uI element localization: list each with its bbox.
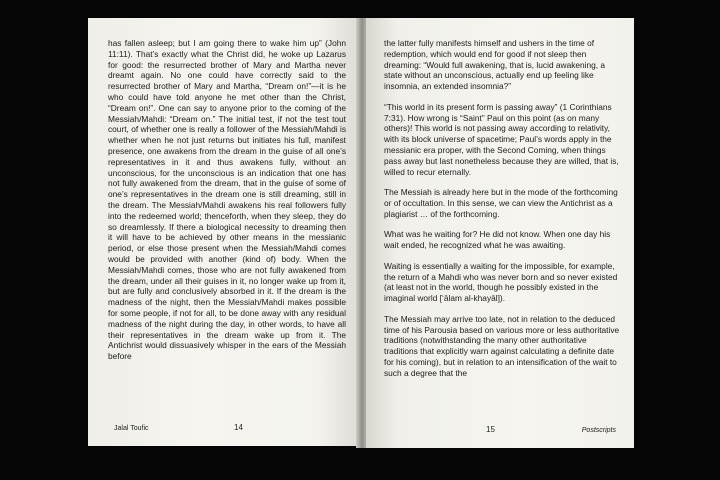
left-page-body: has fallen asleep; but I am going there to wake him up” (John 11:11). That’s exactly what the Christ did, he woke up Lazarus for good: the resurrected brother of Mary and Martha never dreamt again. No one could have correctly said to the resurrected brother of Mary and Martha, “Dream on!”—it is he who could have told anyone he met other than the Christ, “Dream on!”. One can say to anyone prior to the coming of the Messiah/Mahdi: “Dream on.” The initial test, if not the test tout court, of whether one is really a follower of the Messiah/Mahdi is whether when he not just returns but initiates his full, manifest presence, one awakens from the dream in the guise of all one’s representatives in it and thus awakens fully, without an unconscious, for the unconscious is an indication that one has not fully awakened from the dream, that in the guise of some of one’s representatives in the dream one is still dreaming, still in the dream. The Messiah/Mahdi awakens his real followers fully into the redeemed world; thenceforth, when they sleep, they do so dreamlessly. If there a biological necessity to dreaming then it will have to be achieved by other means in the messianic period, or else those present when the Messiah/Mahdi comes would be provided with another (kind of) body. When the Messiah/Mahdi comes, those who are not fully awakened from the dream, under all their guises in it, no longer wake up from it, but are fully and conclusively absorbed in it. If the dream is the madness of the night, then the Messiah/Mahdi makes possible for some people, if not for all, to be done away with any residual madness of the night during the day, in other words, to have all their representatives in the dream wake up from it. The Antichrist would dissuasively whisper in the ears of the Messiah before [108, 38, 346, 362]
right-page [366, 18, 634, 448]
right-paragraph-4: What was he waiting for? He did not know. When one day his wait ended, he recognized what he was awaiting. [384, 229, 611, 251]
left-page [88, 18, 358, 446]
right-paragraph-5: Waiting is essentially a waiting for the impossible, for example, the return of a Mahdi who was never born and so never existed (at least not in the world, though he possibly existed in the imaginal world [‘ālam al-khayāl]). [384, 260, 618, 304]
running-head-section: Postscripts [581, 427, 616, 434]
right-paragraph-6: The Messiah may arrive too late, not in relation to the deduced time of his Parousia based on various more or less authoritative traditions (notwithstanding the many other authoritative traditions that explicitly warn against calculating a definite date for his coming), but in relation to an intensification of the wait to such a degree that the [384, 313, 620, 378]
page-number-left: 14 [234, 423, 243, 432]
right-paragraph-3: The Messiah is already here but in the mode of the forthcoming or of occultation. In this sense, we can view the Antichrist as a plagiarist … of the forthcoming. [384, 187, 618, 219]
running-head-author: Jalal Toufic [114, 425, 149, 432]
right-paragraph-1: the latter fully manifests himself and ushers in the time of redemption, which would end for good if not sleep then dreaming: “Would full awakening, that is, lucid awakening, a state without an unconscious, actually end up feeling like insomnia, an extended insomnia?” [384, 38, 606, 92]
right-paragraph-2: “This world in its present form is passing away” (1 Corinthians 7:31). How wrong is “Saint” Paul on this point (as on many others)! This world is not passing away according to relativity, with its block universe of spacetime; Paul’s words apply in the messianic era proper, with the Second Coming, when things pass away but last nonetheless because they are willed, that is, willed to recur eternally. [384, 101, 619, 177]
page-number-right: 15 [486, 425, 495, 434]
